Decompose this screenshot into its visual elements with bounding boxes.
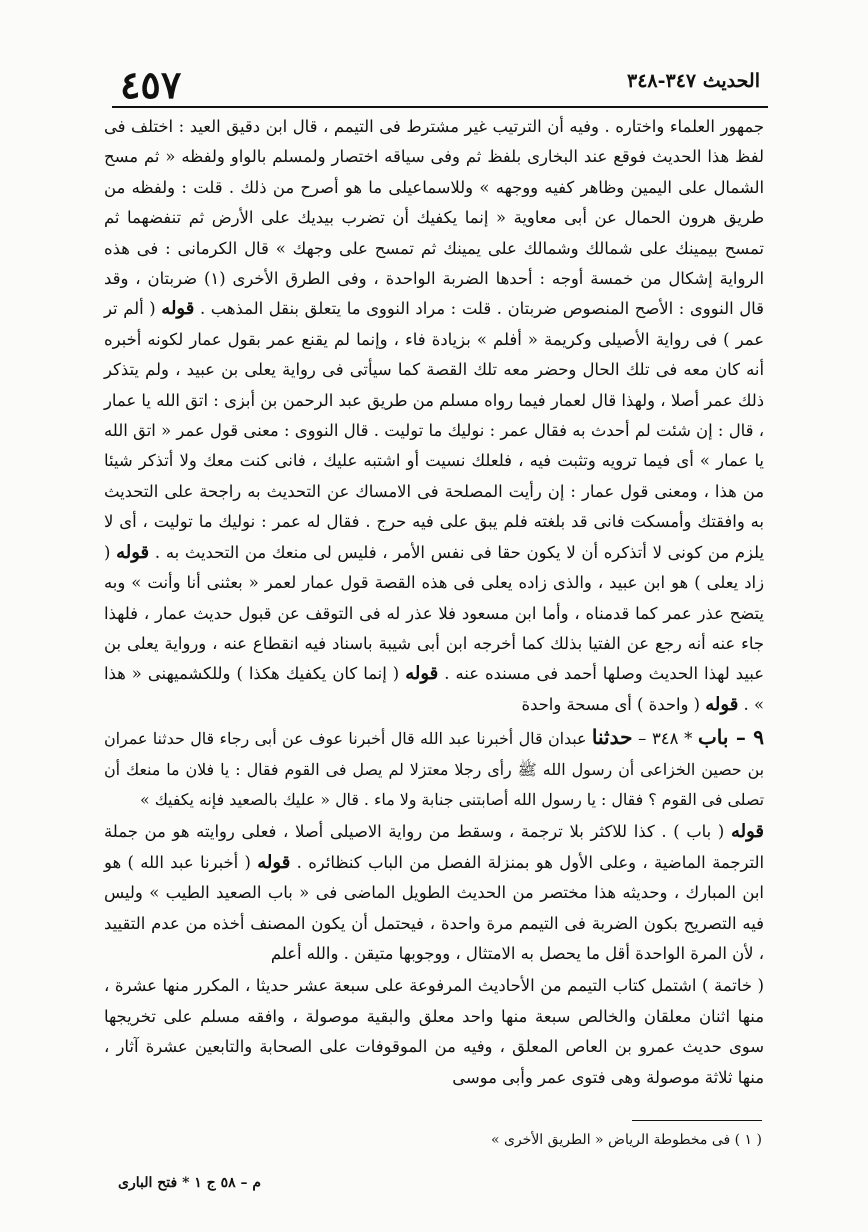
text-segment: ( باب ) . كذا للاكثر بلا ترجمة ، وسقط من رواية الاصيلى أصلا ، فعلى روايته هو من جملة الترجمة الماضية ، وعلى الأول هو بمنزلة الفصل من الباب كنظائره .	[104, 822, 764, 872]
commentary-paragraph	[104, 112, 764, 720]
text-segment: ( إنما كان يكفيك هكذا ) وللكشميهنى « هذا » .	[104, 664, 764, 714]
qawluh-marker: قوله	[116, 541, 150, 563]
qawluh-marker: قوله	[161, 298, 195, 320]
header-rule	[112, 106, 768, 108]
text-segment: ( ألم تر عمر ) فى رواية الأصيلى وكريمة « أفلم » بزيادة فاء ، وإنما لم يقنع عمر بقول عمار لكونه أخبره أنه كان معه فى تلك الحال وحضر معه تلك القصة كما سيأتى فى رواية يعلى بن عبيد ، ولم يتذكر ذلك عمر أصلا ، ولهذا قال لعمار فيما رواه مسلم من طريق عبد الرحمن بن أبزى : اتق الله يا عمار ، قال : إن شئت لم أحدث به فقال عمر : نوليك ما توليت . قال النووى : معنى قول عمر « اتق الله يا عمار » أى فيما ترويه وتثبت فيه ، فلعلك نسيت أو اشتبه عليك ، فانى كنت معك ولا أتذكر شيئا من هذا ، ومعنى قول عمار : إن رأيت المصلحة فى الامساك عن التحديث به راجحة على التحديث به وافقتك وأمسكت فانى قد بلغته فلم يبق على فيه حرج . فقال له عمر : نوليك ما توليت ، أى لا يلزم من كونى لا أتذكره أن لا يكون حقا فى نفس الأمر ، فليس لى منعك من التحديث به .	[104, 299, 765, 562]
qawluh-marker: قوله	[257, 851, 291, 873]
footnote: ( ١ ) فى مخطوطة الرياض « الطريق الأخرى »	[490, 1132, 762, 1148]
text-segment: ( خاتمة ) اشتمل كتاب التيمم من الأحاديث المرفوعة على سبعة عشر حديثا ، المكرر منها عشرة ، منها اثنان معلقان والخالص سبعة منها واحد معلق والبقية موصولة ، وافقه مسلم على تخريجها سوى حديث عمرو بن العاص المعلق ، وفيه من الموقوفات على الصحابة والتابعين عشرة آثار ، منها ثلاثة موصولة وهى فتوى عمر وأبى موسى	[104, 976, 764, 1087]
qawluh-marker: قوله	[705, 693, 739, 715]
qawluh-marker: قوله	[405, 663, 439, 685]
text-segment: عبدان قال أخبرنا عبد الله قال أخبرنا عوف عن أبى رجاء قال حدثنا عمران بن حصين الخزاعى أن رسول الله ﷺ رأى رجلا معتزلا لم يصل فى القوم فقال : يا فلان ما منعك أن تصلى فى القوم ؟ فقال : يا رسول الله أصابتنى جنابة ولا ماء . قال « عليك بالصعيد فإنه يكفيك »	[104, 729, 764, 809]
text-segment: ( أخبرنا عبد الله ) هو ابن المبارك ، وحديثه هذا مختصر من الحديث الطويل الماضى فى « باب الصعيد الطيب » وليس فيه التصريح بكون الضربة فى التيمم مرة واحدة ، فيحتمل أن يكون المصنف أخذه من عدم التقييد ، لأن المرة الواحدة أقل ما يحصل به الامتثال ، ووجوبها متيقن . والله أعلم	[104, 852, 764, 963]
text-segment: ( واحدة ) أى مسحة واحدة	[521, 694, 706, 714]
chapter-heading: حدثنا	[591, 725, 633, 750]
text-segment: * ٣٤٨ –	[632, 729, 698, 749]
body-text	[104, 112, 764, 1093]
commentary-paragraph	[104, 817, 764, 969]
hadith-paragraph	[104, 722, 764, 815]
running-title: الحديث ٣٤٧-٣٤٨	[626, 70, 760, 92]
text-segment: ( زاد يعلى ) هو ابن عبيد ، والذى زاده يعلى فى هذه القصة قول عمار لعمر « بعثنى أنا وأنت » وبه يتضح عذر عمر كما قدمناه ، وأما ابن مسعود فلا عذر له فى التوقف عن قبول حديث عمار ، فلهذا جاء عنه أنه رجع عن الفتيا بذلك كما أخرجه ابن أبى شيبة باسناد فيه انقطاع عنه ، ورواية يعلى بن عبيد لهذا الحديث وصلها أحمد فى مسنده عنه .	[104, 542, 764, 684]
chapter-heading: ٩ – باب	[697, 725, 764, 750]
qawluh-marker: قوله	[730, 821, 764, 843]
page-number: ٤٥٧	[120, 62, 182, 107]
text-segment: جمهور العلماء واختاره . وفيه أن الترتيب غير مشترط فى التيمم ، قال ابن دقيق العيد : اختلف فى لفظ هذا الحديث فوقع عند البخارى بلفظ ثم وفى سياقه اختصار ولمسلم بالواو ولفظه « ثم مسح الشمال على اليمين وظاهر كفيه ووجهه » وللاسماعيلى ما هو أصرح من ذلك . قلت : ولفظه من طريق هرون الحمال عن أبى معاوية « إنما يكفيك أن تضرب بيديك على الأرض ثم تنفضهما ثم تمسح بيمينك على شمالك وشمالك على يمينك ثم تمسح على وجهك » قال الكرمانى : فى هذه الرواية إشكال من خمسة أوجه : أحدها الضربة الواحدة ، وفى الطرق الأخرى (١) ضربتان ، وقد قال النووى : الأصح المنصوص ضربتان . قلت : مراد النووى ما يتعلق بنقل المذهب .	[104, 117, 764, 319]
conclusion-paragraph	[104, 971, 764, 1093]
signature-mark: م – ٥٨ ج ١ * فتح البارى	[118, 1175, 262, 1191]
footnote-rule	[632, 1120, 762, 1121]
